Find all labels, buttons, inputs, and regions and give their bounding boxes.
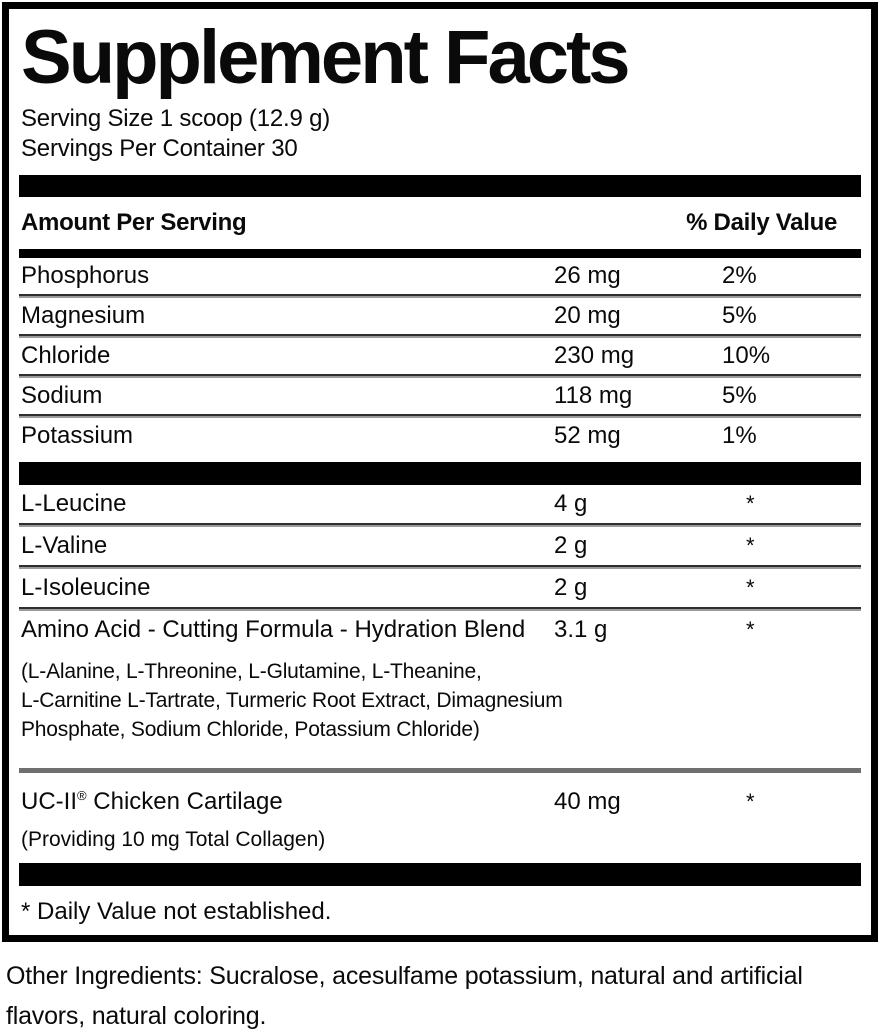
nutrient-name: Sodium [21, 382, 103, 409]
serving-size: Serving Size 1 scoop (12.9 g) [21, 105, 331, 132]
nutrient-name: L-Leucine [21, 490, 127, 517]
table-row [19, 485, 861, 523]
nutrient-name: L-Valine [21, 532, 108, 559]
collagen-name [21, 787, 554, 817]
blend-components [19, 657, 861, 744]
nutrient-dv: 10% [722, 342, 771, 369]
nutrient-name: L-Isoleucine [21, 574, 151, 601]
header-daily-value: % Daily Value [686, 209, 837, 236]
nutrient-amount: 4 g [554, 490, 588, 517]
nutrient-dv: 2% [722, 262, 757, 289]
nutrient-dv: 5% [722, 302, 757, 329]
collagen-name-main: UC-II [21, 788, 77, 815]
panel-title: Supplement Facts [21, 15, 628, 100]
table-row [19, 298, 861, 334]
nutrient-name: Phosphorus [21, 262, 150, 289]
nutrient-dv: 1% [722, 422, 757, 449]
blend-row [19, 611, 861, 649]
nutrient-amount: 230 mg [554, 342, 635, 369]
registered-trademark-symbol: ® [77, 788, 87, 803]
nutrient-name: Magnesium [21, 302, 146, 329]
table-header-row [19, 197, 861, 249]
nutrient-amount: 52 mg [554, 422, 621, 449]
divider-bar-minerals [19, 462, 861, 485]
blend-components-line: L-Carnitine L-Tartrate, Turmeric Root Extract, Dimagnesium [21, 689, 563, 712]
collagen-dv-asterisk: * [746, 789, 755, 814]
header-amount-per-serving: Amount Per Serving [21, 209, 247, 236]
daily-value-footnote: * Daily Value not established. [21, 898, 332, 925]
nutrient-dv-asterisk: * [746, 533, 755, 558]
servings-per-container: Servings Per Container 30 [21, 135, 298, 162]
table-row [19, 527, 861, 565]
blend-amount: 3.1 g [554, 616, 608, 643]
nutrient-amount: 118 mg [554, 382, 633, 409]
nutrient-amount: 2 g [554, 574, 588, 601]
other-ingredients: Other Ingredients: Sucralose, acesulfame potassium, natural and artificial flavors, natural coloring. [6, 962, 803, 1030]
collagen-amount: 40 mg [554, 788, 621, 815]
nutrient-name: Chloride [21, 342, 111, 369]
nutrient-amount: 26 mg [554, 262, 621, 289]
blend-name: Amino Acid - Cutting Formula - Hydration Blend [21, 616, 526, 643]
table-row [19, 338, 861, 374]
nutrient-dv-asterisk: * [746, 491, 755, 516]
blend-components-line: Phosphate, Sodium Chloride, Potassium Chloride) [21, 718, 480, 741]
collagen-row [19, 773, 861, 817]
panel-inner [19, 15, 861, 926]
supplement-facts-panel [2, 2, 878, 942]
blend-components-line: (L-Alanine, L-Threonine, L-Glutamine, L-Theanine, [21, 660, 482, 683]
nutrient-name: Potassium [21, 422, 134, 449]
serving-info [19, 104, 861, 164]
table-row [19, 378, 861, 414]
nutrient-amount: 2 g [554, 532, 588, 559]
collagen-sub-note: (Providing 10 mg Total Collagen) [21, 828, 326, 851]
nutrient-dv-asterisk: * [746, 575, 755, 600]
divider-bar-header [19, 249, 861, 258]
divider-bar-top [19, 175, 861, 197]
table-row [19, 258, 861, 294]
table-row [19, 418, 861, 454]
blend-dv-asterisk: * [746, 617, 755, 642]
table-row [19, 569, 861, 607]
nutrient-dv: 5% [722, 382, 757, 409]
nutrient-amount: 20 mg [554, 302, 621, 329]
collagen-name-rest: Chicken Cartilage [86, 788, 283, 815]
divider-bar-bottom [19, 863, 861, 886]
